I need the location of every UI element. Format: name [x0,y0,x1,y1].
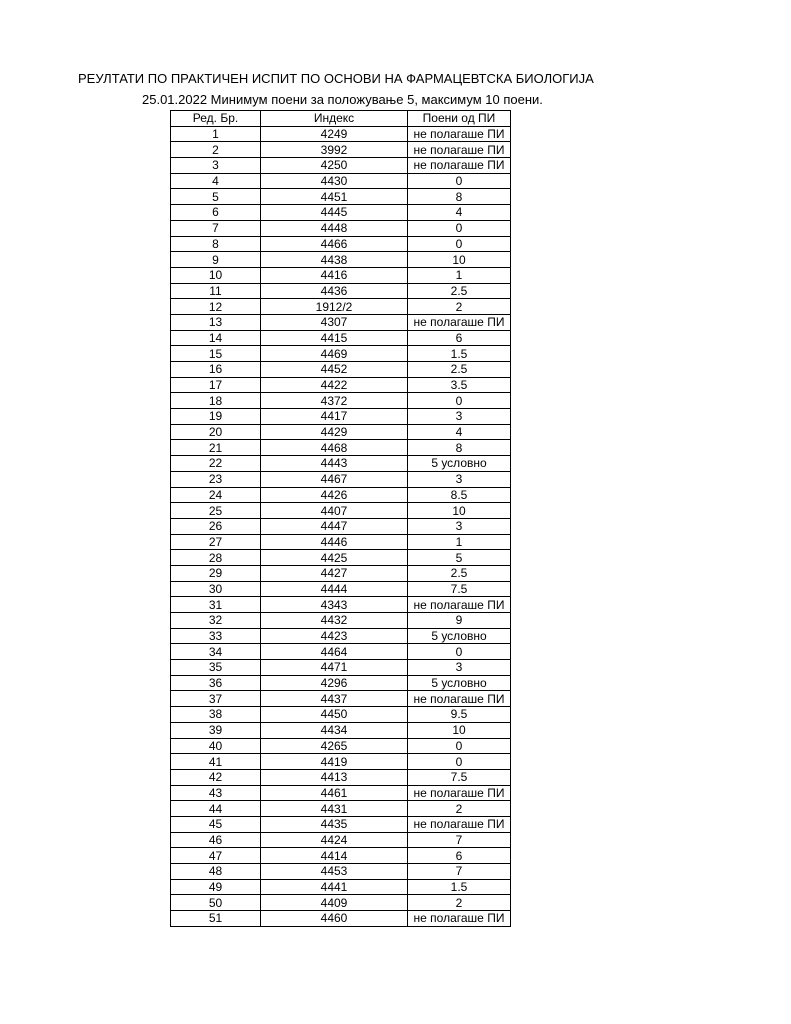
points-cell: 7.5 [408,769,511,785]
table-row [171,362,511,378]
points-cell: 5 [408,550,511,566]
row-number-cell: 8 [171,236,261,252]
row-number-cell: 25 [171,503,261,519]
table-row [171,754,511,770]
student-index-cell: 4452 [261,362,408,378]
student-index-cell: 4451 [261,189,408,205]
table-row [171,236,511,252]
row-number-cell: 37 [171,691,261,707]
table-row [171,503,511,519]
table-row [171,644,511,660]
table-row [171,864,511,880]
points-cell: 1 [408,534,511,550]
student-index-cell: 4416 [261,267,408,283]
points-cell: 2.5 [408,565,511,581]
points-cell: 0 [408,393,511,409]
student-index-cell: 4469 [261,346,408,362]
row-number-cell: 51 [171,911,261,927]
column-header-number: Ред. Бр. [171,111,261,127]
points-cell: 8 [408,189,511,205]
student-index-cell: 4427 [261,565,408,581]
points-cell: 1.5 [408,346,511,362]
results-table-body [171,126,511,926]
row-number-cell: 34 [171,644,261,660]
points-cell: 5 условно [408,675,511,691]
points-cell: 2 [408,895,511,911]
points-cell: 1 [408,267,511,283]
row-number-cell: 47 [171,848,261,864]
points-cell: 6 [408,330,511,346]
row-number-cell: 9 [171,252,261,268]
points-cell: 0 [408,236,511,252]
table-row [171,832,511,848]
points-cell: 2.5 [408,362,511,378]
row-number-cell: 23 [171,471,261,487]
table-row [171,550,511,566]
table-row [171,816,511,832]
table-row [171,126,511,142]
points-cell: 0 [408,220,511,236]
student-index-cell: 4296 [261,675,408,691]
row-number-cell: 24 [171,487,261,503]
student-index-cell: 4424 [261,832,408,848]
points-cell: 3 [408,660,511,676]
student-index-cell: 4343 [261,597,408,613]
points-cell: 2 [408,299,511,315]
row-number-cell: 18 [171,393,261,409]
row-number-cell: 3 [171,158,261,174]
row-number-cell: 10 [171,267,261,283]
student-index-cell: 4265 [261,738,408,754]
points-cell: 10 [408,722,511,738]
row-number-cell: 12 [171,299,261,315]
student-index-cell: 4430 [261,173,408,189]
points-cell: 0 [408,644,511,660]
row-number-cell: 50 [171,895,261,911]
table-row [171,613,511,629]
row-number-cell: 4 [171,173,261,189]
table-row [171,142,511,158]
student-index-cell: 4419 [261,754,408,770]
points-cell: 0 [408,173,511,189]
points-cell: не полагаше ПИ [408,911,511,927]
row-number-cell: 15 [171,346,261,362]
table-row [171,565,511,581]
row-number-cell: 35 [171,660,261,676]
student-index-cell: 4464 [261,644,408,660]
table-row [171,267,511,283]
points-cell: 4 [408,424,511,440]
student-index-cell: 4414 [261,848,408,864]
table-header-row [171,111,511,127]
row-number-cell: 38 [171,707,261,723]
row-number-cell: 26 [171,518,261,534]
student-index-cell: 4407 [261,503,408,519]
points-cell: 2 [408,801,511,817]
row-number-cell: 49 [171,879,261,895]
student-index-cell: 4422 [261,377,408,393]
row-number-cell: 28 [171,550,261,566]
row-number-cell: 48 [171,864,261,880]
table-row [171,158,511,174]
student-index-cell: 4435 [261,816,408,832]
table-row [171,409,511,425]
student-index-cell: 4453 [261,864,408,880]
table-row [171,895,511,911]
student-index-cell: 4372 [261,393,408,409]
points-cell: 0 [408,738,511,754]
student-index-cell: 4443 [261,456,408,472]
table-row [171,707,511,723]
points-cell: 6 [408,848,511,864]
points-cell: 2.5 [408,283,511,299]
results-table [170,110,511,927]
row-number-cell: 16 [171,362,261,378]
student-index-cell: 4445 [261,205,408,221]
table-row [171,911,511,927]
table-row [171,518,511,534]
student-index-cell: 4447 [261,518,408,534]
student-index-cell: 4437 [261,691,408,707]
row-number-cell: 32 [171,613,261,629]
row-number-cell: 43 [171,785,261,801]
points-cell: не полагаше ПИ [408,142,511,158]
points-cell: не полагаше ПИ [408,691,511,707]
points-cell: не полагаше ПИ [408,158,511,174]
row-number-cell: 41 [171,754,261,770]
row-number-cell: 31 [171,597,261,613]
row-number-cell: 46 [171,832,261,848]
row-number-cell: 5 [171,189,261,205]
table-row [171,440,511,456]
table-row [171,346,511,362]
points-cell: 9 [408,613,511,629]
student-index-cell: 4432 [261,613,408,629]
table-row [171,330,511,346]
table-row [171,299,511,315]
row-number-cell: 2 [171,142,261,158]
table-row [171,581,511,597]
table-row [171,848,511,864]
student-index-cell: 4413 [261,769,408,785]
table-row [171,393,511,409]
student-index-cell: 4426 [261,487,408,503]
row-number-cell: 27 [171,534,261,550]
points-cell: 8 [408,440,511,456]
row-number-cell: 21 [171,440,261,456]
table-row [171,487,511,503]
column-header-points: Поени од ПИ [408,111,511,127]
student-index-cell: 4423 [261,628,408,644]
student-index-cell: 4461 [261,785,408,801]
points-cell: 5 условно [408,628,511,644]
student-index-cell: 4415 [261,330,408,346]
table-row [171,252,511,268]
student-index-cell: 4460 [261,911,408,927]
student-index-cell: 4417 [261,409,408,425]
points-cell: 3 [408,409,511,425]
table-row [171,597,511,613]
points-cell: не полагаше ПИ [408,816,511,832]
row-number-cell: 44 [171,801,261,817]
table-row [171,785,511,801]
points-cell: 9.5 [408,707,511,723]
student-index-cell: 4448 [261,220,408,236]
student-index-cell: 4471 [261,660,408,676]
row-number-cell: 36 [171,675,261,691]
row-number-cell: 45 [171,816,261,832]
points-cell: 3 [408,471,511,487]
table-row [171,801,511,817]
row-number-cell: 40 [171,738,261,754]
student-index-cell: 4468 [261,440,408,456]
points-cell: 3.5 [408,377,511,393]
row-number-cell: 20 [171,424,261,440]
table-row [171,456,511,472]
row-number-cell: 33 [171,628,261,644]
page-title: РЕУЛТАТИ ПО ПРАКТИЧЕН ИСПИТ ПО ОСНОВИ НА ФАРМАЦЕВТСКА БИОЛОГИЈА [78,71,594,86]
row-number-cell: 30 [171,581,261,597]
points-cell: 7 [408,832,511,848]
student-index-cell: 4441 [261,879,408,895]
student-index-cell: 4249 [261,126,408,142]
student-index-cell: 4446 [261,534,408,550]
points-cell: 7 [408,864,511,880]
points-cell: 8.5 [408,487,511,503]
table-row [171,377,511,393]
table-row [171,879,511,895]
row-number-cell: 6 [171,205,261,221]
row-number-cell: 39 [171,722,261,738]
student-index-cell: 4409 [261,895,408,911]
table-row [171,675,511,691]
row-number-cell: 11 [171,283,261,299]
row-number-cell: 19 [171,409,261,425]
table-row [171,691,511,707]
student-index-cell: 4466 [261,236,408,252]
student-index-cell: 3992 [261,142,408,158]
points-cell: 1.5 [408,879,511,895]
student-index-cell: 4444 [261,581,408,597]
points-cell: 5 условно [408,456,511,472]
table-row [171,189,511,205]
table-row [171,424,511,440]
student-index-cell: 4307 [261,314,408,330]
points-cell: 3 [408,518,511,534]
row-number-cell: 1 [171,126,261,142]
points-cell: 10 [408,252,511,268]
points-cell: 0 [408,754,511,770]
points-cell: 10 [408,503,511,519]
points-cell: 7.5 [408,581,511,597]
row-number-cell: 7 [171,220,261,236]
student-index-cell: 4450 [261,707,408,723]
student-index-cell: 4250 [261,158,408,174]
table-row [171,628,511,644]
student-index-cell: 4438 [261,252,408,268]
table-row [171,220,511,236]
points-cell: 4 [408,205,511,221]
table-row [171,205,511,221]
student-index-cell: 4425 [261,550,408,566]
table-row [171,722,511,738]
points-cell: не полагаше ПИ [408,126,511,142]
points-cell: не полагаше ПИ [408,597,511,613]
table-row [171,534,511,550]
table-row [171,283,511,299]
row-number-cell: 29 [171,565,261,581]
student-index-cell: 4429 [261,424,408,440]
student-index-cell: 4434 [261,722,408,738]
row-number-cell: 22 [171,456,261,472]
student-index-cell: 4436 [261,283,408,299]
table-row [171,173,511,189]
row-number-cell: 17 [171,377,261,393]
table-row [171,769,511,785]
table-row [171,471,511,487]
points-cell: не полагаше ПИ [408,314,511,330]
student-index-cell: 4467 [261,471,408,487]
column-header-index: Индекс [261,111,408,127]
table-row [171,738,511,754]
student-index-cell: 4431 [261,801,408,817]
student-index-cell: 1912/2 [261,299,408,315]
table-row [171,314,511,330]
row-number-cell: 42 [171,769,261,785]
row-number-cell: 14 [171,330,261,346]
points-cell: не полагаше ПИ [408,785,511,801]
page-subtitle: 25.01.2022 Минимум поени за положување 5, максимум 10 поени. [142,92,543,107]
row-number-cell: 13 [171,314,261,330]
table-row [171,660,511,676]
